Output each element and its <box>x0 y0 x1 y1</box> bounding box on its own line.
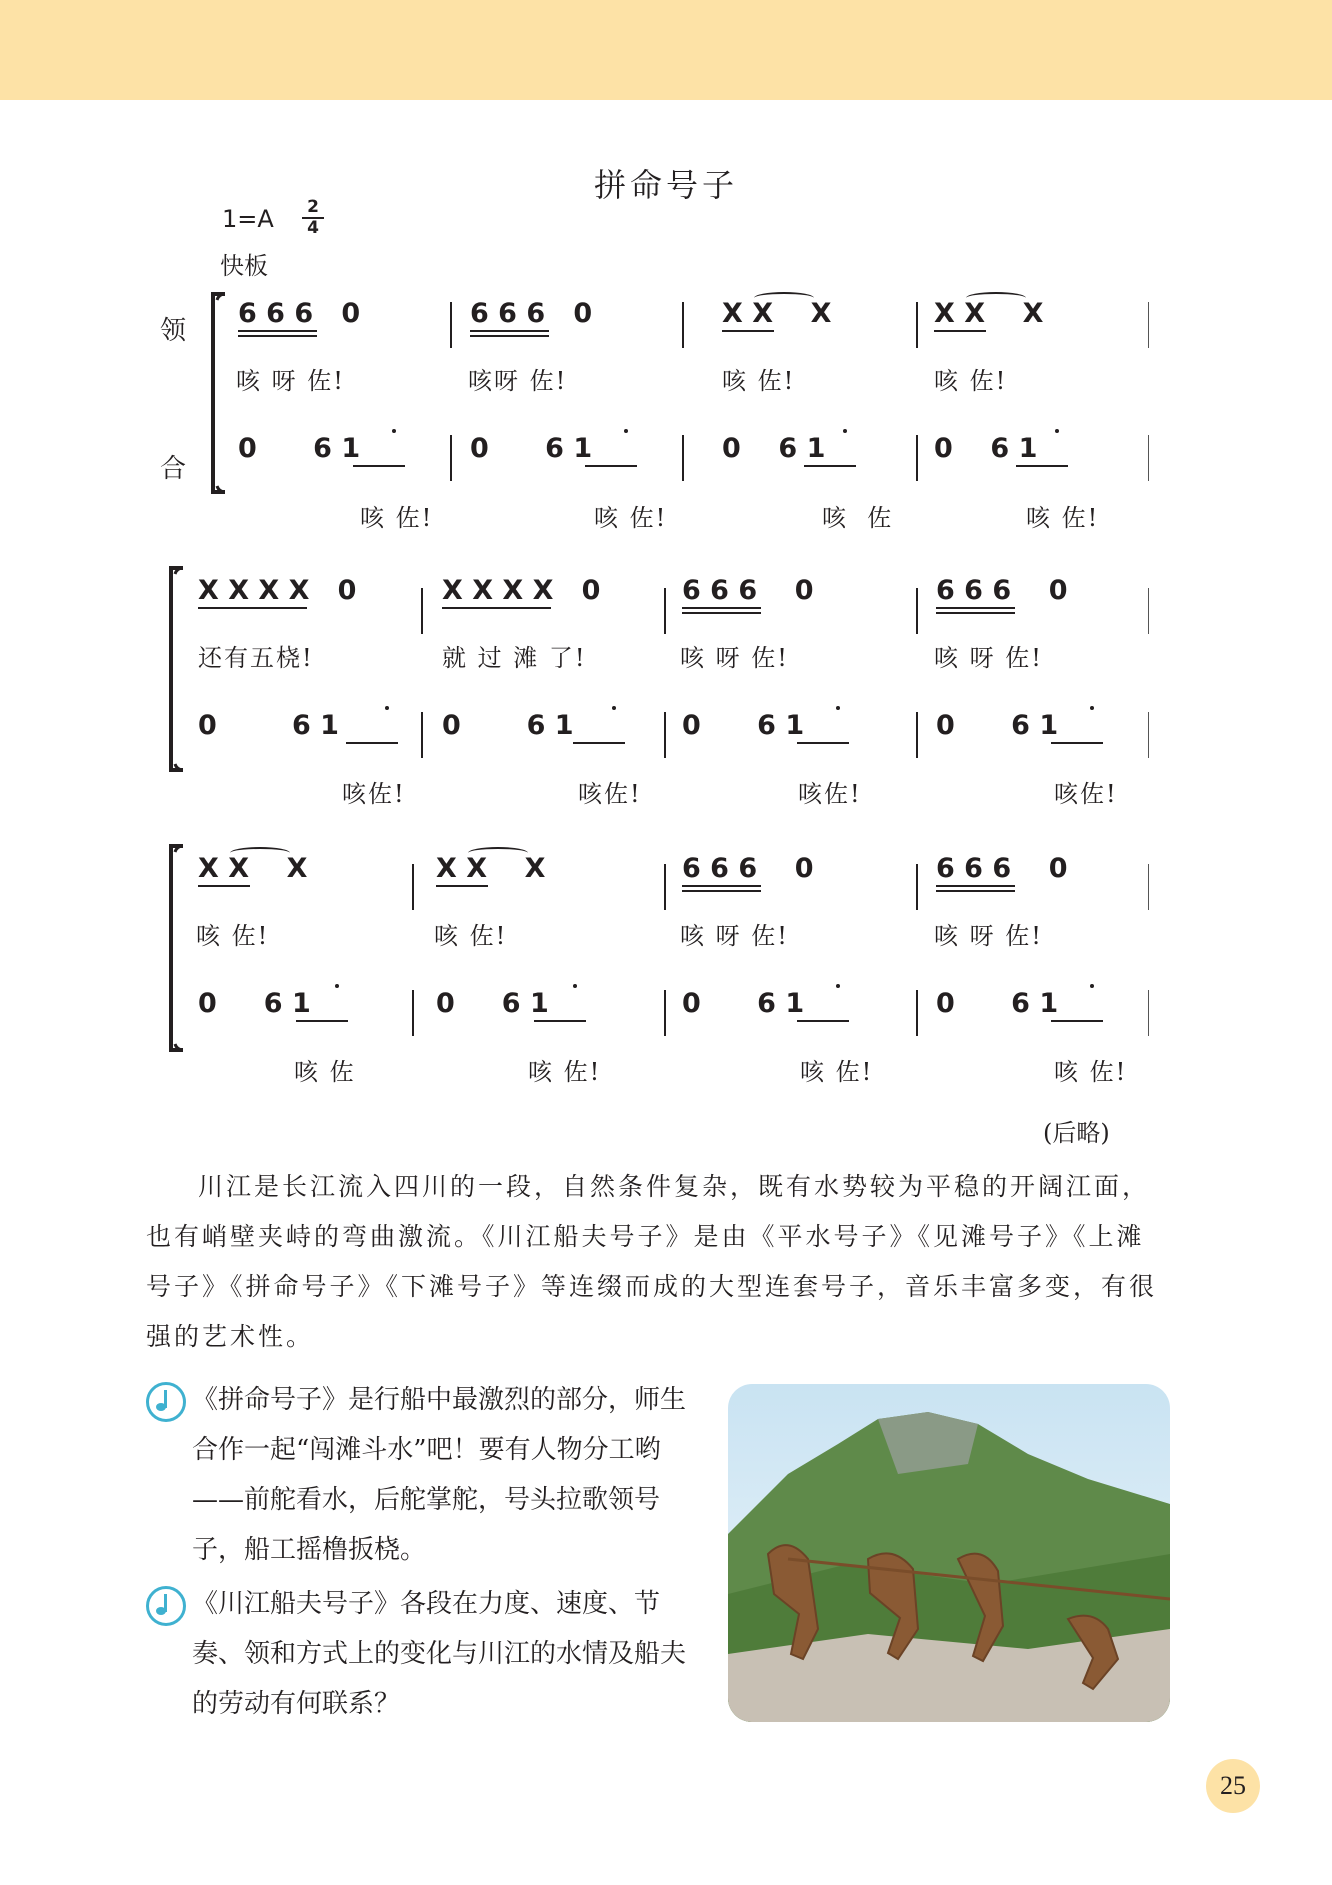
barline <box>682 302 684 348</box>
barline <box>916 864 918 910</box>
chorus-underline <box>1051 1020 1103 1022</box>
lead-lyric: 咳 呀 佐! <box>680 922 789 950</box>
chorus-underline <box>797 1020 849 1022</box>
lead-underline <box>470 335 549 337</box>
lead-notes: X X X X 0 <box>198 575 357 606</box>
chorus-lyric: 咳 佐! <box>800 1058 874 1086</box>
barline <box>664 712 666 758</box>
high-octave-dot <box>392 429 396 433</box>
barline <box>664 864 666 910</box>
barline <box>916 588 918 634</box>
lead-lyric: 咳 呀 佐! <box>680 644 789 672</box>
chorus-underline <box>573 742 625 744</box>
barline <box>412 990 414 1036</box>
chorus-underline <box>1016 465 1068 467</box>
high-octave-dot <box>836 706 840 710</box>
lead-notes: 6 6 6 0 <box>936 853 1068 884</box>
barline <box>664 990 666 1036</box>
voice-label-lead: 领 <box>160 316 187 346</box>
barline <box>412 864 414 910</box>
lead-underline <box>936 612 1015 614</box>
music-note-icon <box>146 1586 186 1626</box>
barline <box>916 435 918 481</box>
chorus-lyric: 咳 佐! <box>1054 1058 1128 1086</box>
chorus-underline <box>804 465 856 467</box>
end-barline <box>1148 712 1149 758</box>
high-octave-dot <box>612 706 616 710</box>
chorus-notes: 0 6 1 <box>722 433 826 464</box>
lead-lyric: 咳 呀 佐! <box>934 644 1043 672</box>
lead-underline <box>238 335 317 337</box>
tie-arc <box>966 292 1026 304</box>
meter-bottom: 4 <box>302 217 324 238</box>
brace-icon <box>205 292 227 494</box>
lead-underline <box>682 607 761 609</box>
barline <box>421 712 423 758</box>
high-octave-dot <box>573 984 577 988</box>
chorus-notes: 0 6 1 <box>198 988 311 1019</box>
chorus-notes: 0 6 1 <box>936 710 1059 741</box>
chorus-notes: 0 6 1 <box>936 988 1059 1019</box>
lead-lyric: 还有五桡! <box>198 644 314 672</box>
lead-lyric: 咳 佐! <box>196 922 270 950</box>
lead-underline <box>198 607 307 609</box>
lead-notes: X X X X 0 <box>442 575 601 606</box>
lead-lyric: 就 过 滩 了! <box>442 644 587 672</box>
chorus-underline <box>1051 742 1103 744</box>
lead-notes: X X X <box>934 298 1044 329</box>
omitted-note: (后略) <box>1043 1119 1110 1147</box>
lead-underline <box>682 612 761 614</box>
high-octave-dot <box>335 984 339 988</box>
tie-arc <box>754 292 814 304</box>
lead-notes: 6 6 6 0 <box>682 575 814 606</box>
barline <box>664 588 666 634</box>
lead-lyric: 咳 佐! <box>722 367 796 395</box>
chorus-notes: 0 6 1 <box>436 988 549 1019</box>
lead-notes: 6 6 6 0 <box>682 853 814 884</box>
question-2: 《川江船夫号子》各段在力度、速度、节奏、领和方式上的变化与川江的水情及船夫的劳动有何联系？ <box>192 1589 687 1719</box>
barline <box>682 435 684 481</box>
end-barline <box>1148 302 1149 348</box>
chorus-lyric: 咳 佐 <box>294 1058 356 1086</box>
end-barline <box>1148 864 1149 910</box>
high-octave-dot <box>836 984 840 988</box>
chorus-underline <box>296 1020 348 1022</box>
lead-underline <box>238 330 317 332</box>
lead-underline <box>442 607 551 609</box>
barline <box>916 302 918 348</box>
chorus-underline <box>534 1020 586 1022</box>
chorus-notes: 0 6 1 <box>682 710 805 741</box>
lead-notes: 6 6 6 0 <box>238 298 361 329</box>
lead-underline <box>682 890 761 892</box>
barline <box>450 302 452 348</box>
lead-underline <box>936 890 1015 892</box>
end-barline <box>1148 435 1149 481</box>
high-octave-dot <box>624 429 628 433</box>
chorus-lyric: 咳 佐! <box>360 504 434 532</box>
end-barline <box>1148 990 1149 1036</box>
chorus-notes: 0 6 1 <box>198 710 339 741</box>
meter-top: 2 <box>307 197 319 217</box>
lead-lyric: 咳呀 佐! <box>468 367 568 395</box>
lead-lyric: 咳 佐! <box>434 922 508 950</box>
chorus-lyric: 咳 佐! <box>1026 504 1100 532</box>
barline <box>916 712 918 758</box>
chorus-lyric: 咳 佐! <box>594 504 668 532</box>
high-octave-dot <box>385 706 389 710</box>
lead-underline <box>682 885 761 887</box>
chorus-notes: 0 6 1 <box>238 433 361 464</box>
high-octave-dot <box>843 429 847 433</box>
question-1: 《拼命号子》是行船中最激烈的部分，师生合作一起“闯滩斗水”吧！要有人物分工哟——前舵看水，后舵掌舵，号头拉歌领号子，船工摇橹扳桡。 <box>192 1385 687 1565</box>
chorus-underline <box>346 742 398 744</box>
key-signature: 1=A <box>222 205 274 233</box>
end-barline <box>1148 588 1149 634</box>
page-number: 25 <box>1206 1759 1260 1813</box>
tie-arc <box>230 847 290 859</box>
lead-underline <box>722 330 774 332</box>
chorus-lyric: 咳 佐 <box>822 504 894 532</box>
chorus-notes: 0 6 1 <box>682 988 805 1019</box>
chorus-underline <box>797 742 849 744</box>
top-color-band <box>0 0 1332 100</box>
lead-lyric: 咳 呀 佐! <box>934 922 1043 950</box>
boat-trackers-sculpture-photo <box>728 1384 1170 1722</box>
lead-lyric: 咳 呀 佐! <box>236 367 345 395</box>
chorus-lyric: 咳佐! <box>578 780 642 808</box>
chorus-lyric: 咳佐! <box>1054 780 1118 808</box>
intro-paragraph: 川江是长江流入四川的一段，自然条件复杂，既有水势较为平稳的开阔江面，也有峭壁夹峙的弯曲激流。《川江船夫号子》是由《平水号子》《见滩号子》《上滩号子》《拼命号子》《下滩号子》等连缀而成的大型连套号子，音乐丰富多变，有很强的艺术性。 <box>146 1172 1158 1351</box>
chorus-underline <box>585 465 637 467</box>
voice-label-chorus: 合 <box>160 454 187 484</box>
chorus-notes: 0 6 1 <box>934 433 1038 464</box>
song-title: 拼命号子 <box>593 166 738 204</box>
lead-notes: X X X <box>436 853 546 884</box>
barline <box>916 990 918 1036</box>
lead-underline <box>934 330 986 332</box>
tie-arc <box>468 847 528 859</box>
barline <box>421 588 423 634</box>
lead-notes: X X X <box>198 853 308 884</box>
chorus-lyric: 咳佐! <box>798 780 862 808</box>
high-octave-dot <box>1055 429 1059 433</box>
high-octave-dot <box>1090 706 1094 710</box>
time-signature <box>302 198 324 238</box>
lead-lyric: 咳 佐! <box>934 367 1008 395</box>
photo-illustration <box>728 1384 1170 1722</box>
lead-underline <box>470 330 549 332</box>
barline <box>450 435 452 481</box>
chorus-notes: 0 6 1 <box>470 433 593 464</box>
chorus-notes: 0 6 1 <box>442 710 574 741</box>
brace-icon <box>163 844 185 1052</box>
lead-underline <box>936 607 1015 609</box>
brace-icon <box>163 566 185 772</box>
lead-underline <box>436 885 488 887</box>
lead-notes: 6 6 6 0 <box>936 575 1068 606</box>
lead-notes: 6 6 6 0 <box>470 298 593 329</box>
music-note-icon <box>146 1382 186 1422</box>
lead-notes: X X X <box>722 298 832 329</box>
chorus-lyric: 咳 佐! <box>528 1058 602 1086</box>
lead-underline <box>936 885 1015 887</box>
high-octave-dot <box>1090 984 1094 988</box>
chorus-lyric: 咳佐! <box>342 780 406 808</box>
lead-underline <box>198 885 250 887</box>
chorus-underline <box>353 465 405 467</box>
tempo-marking: 快板 <box>220 252 268 280</box>
